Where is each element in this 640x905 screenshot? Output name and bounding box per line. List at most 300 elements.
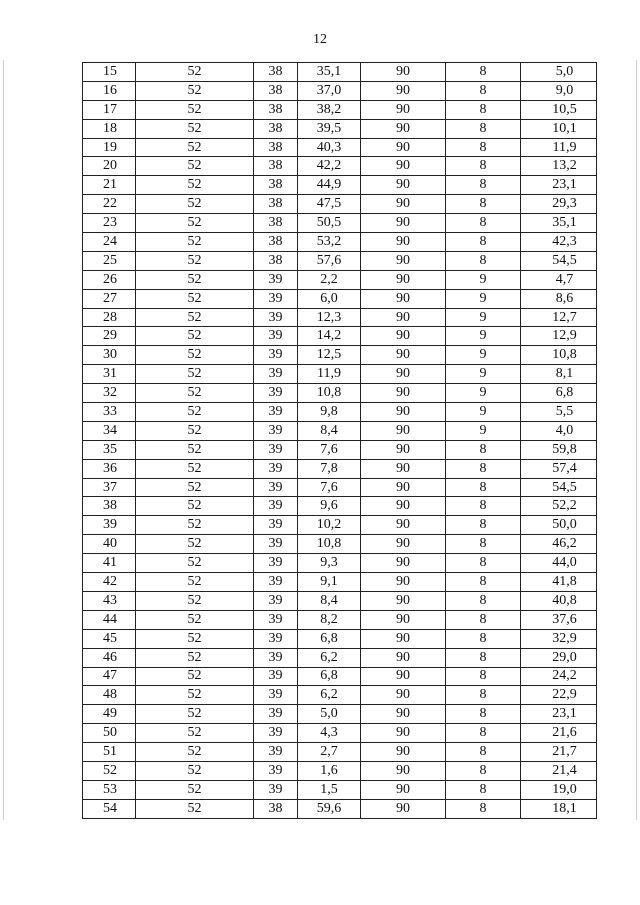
table-cell: 52	[136, 535, 254, 554]
table-cell: 39	[254, 365, 298, 384]
table-cell: 9	[446, 421, 521, 440]
table-cell: 31	[83, 365, 136, 384]
table-cell: 13,2	[521, 157, 597, 176]
table-cell: 43	[83, 591, 136, 610]
table-cell: 40,8	[521, 591, 597, 610]
table-row	[83, 478, 597, 497]
table-cell: 90	[361, 100, 446, 119]
table-cell: 8	[446, 724, 521, 743]
table-cell: 44,9	[298, 176, 361, 195]
table-cell: 90	[361, 327, 446, 346]
table-cell: 90	[361, 119, 446, 138]
table-cell: 54,5	[521, 478, 597, 497]
table-cell: 19,0	[521, 780, 597, 799]
table-cell: 52	[136, 421, 254, 440]
table-row	[83, 195, 597, 214]
table-cell: 33	[83, 403, 136, 422]
table-cell: 54	[83, 799, 136, 818]
table-cell: 47,5	[298, 195, 361, 214]
table-cell: 90	[361, 516, 446, 535]
table-cell: 90	[361, 629, 446, 648]
table-cell: 90	[361, 270, 446, 289]
table-row	[83, 667, 597, 686]
table-cell: 38	[254, 100, 298, 119]
table-cell: 57,4	[521, 459, 597, 478]
table-cell: 38	[254, 799, 298, 818]
table-cell: 20	[83, 157, 136, 176]
table-cell: 8,1	[521, 365, 597, 384]
table-cell: 7,6	[298, 478, 361, 497]
table-cell: 90	[361, 535, 446, 554]
table-cell: 39	[254, 667, 298, 686]
scan-edge-left	[3, 60, 4, 820]
table-cell: 52	[136, 554, 254, 573]
table-cell: 34	[83, 421, 136, 440]
table-cell: 39	[254, 610, 298, 629]
table-cell: 10,8	[298, 384, 361, 403]
table-cell: 53,2	[298, 233, 361, 252]
table-cell: 9,1	[298, 573, 361, 592]
table-cell: 8	[446, 459, 521, 478]
table-row	[83, 403, 597, 422]
table-cell: 23,1	[521, 705, 597, 724]
table-cell: 42	[83, 573, 136, 592]
table-cell: 39	[254, 270, 298, 289]
table-cell: 39	[254, 554, 298, 573]
table-cell: 6,8	[298, 629, 361, 648]
table-cell: 90	[361, 384, 446, 403]
table-row	[83, 308, 597, 327]
table-cell: 8	[446, 686, 521, 705]
table-cell: 52	[136, 157, 254, 176]
table-row	[83, 384, 597, 403]
table-cell: 39	[254, 346, 298, 365]
table-cell: 10,1	[521, 119, 597, 138]
table-cell: 9	[446, 403, 521, 422]
table-cell: 15	[83, 63, 136, 82]
table-row	[83, 629, 597, 648]
table-cell: 52	[136, 761, 254, 780]
table-cell: 8	[446, 157, 521, 176]
table-cell: 38	[254, 214, 298, 233]
table-cell: 38	[254, 176, 298, 195]
table-cell: 41,8	[521, 573, 597, 592]
table-cell: 90	[361, 459, 446, 478]
table-row	[83, 100, 597, 119]
table-cell: 8,4	[298, 421, 361, 440]
table-cell: 39	[254, 535, 298, 554]
table-cell: 52	[136, 365, 254, 384]
table-cell: 90	[361, 667, 446, 686]
table-cell: 9,0	[521, 81, 597, 100]
table-cell: 59,8	[521, 440, 597, 459]
table-row	[83, 81, 597, 100]
table-cell: 29,0	[521, 648, 597, 667]
table-cell: 42,3	[521, 233, 597, 252]
table-cell: 4,7	[521, 270, 597, 289]
table-cell: 57,6	[298, 251, 361, 270]
table-cell: 46,2	[521, 535, 597, 554]
table-cell: 23	[83, 214, 136, 233]
table-cell: 10,8	[521, 346, 597, 365]
table-cell: 52	[136, 648, 254, 667]
table-cell: 11,9	[521, 138, 597, 157]
table-cell: 39	[254, 648, 298, 667]
table-cell: 8	[446, 119, 521, 138]
table-cell: 52	[136, 81, 254, 100]
table-cell: 90	[361, 289, 446, 308]
table-cell: 52	[136, 743, 254, 762]
table-cell: 1,5	[298, 780, 361, 799]
table-row	[83, 591, 597, 610]
table-cell: 90	[361, 214, 446, 233]
table-cell: 44,0	[521, 554, 597, 573]
table-row	[83, 554, 597, 573]
table-cell: 39	[254, 761, 298, 780]
table-cell: 14,2	[298, 327, 361, 346]
table-cell: 8	[446, 554, 521, 573]
table-cell: 8	[446, 573, 521, 592]
table-cell: 90	[361, 233, 446, 252]
data-table	[82, 62, 597, 819]
table-cell: 52	[136, 667, 254, 686]
table-cell: 38	[254, 81, 298, 100]
table-cell: 8,6	[521, 289, 597, 308]
table-cell: 39	[254, 403, 298, 422]
table-cell: 90	[361, 81, 446, 100]
table-cell: 38	[254, 233, 298, 252]
table-cell: 59,6	[298, 799, 361, 818]
table-cell: 5,0	[521, 63, 597, 82]
table-cell: 41	[83, 554, 136, 573]
table-cell: 90	[361, 648, 446, 667]
table-cell: 18	[83, 119, 136, 138]
table-cell: 9,6	[298, 497, 361, 516]
table-cell: 90	[361, 403, 446, 422]
table-cell: 6,8	[521, 384, 597, 403]
table-cell: 2,2	[298, 270, 361, 289]
table-row	[83, 138, 597, 157]
table-cell: 10,8	[298, 535, 361, 554]
table-cell: 8	[446, 251, 521, 270]
table-cell: 42,2	[298, 157, 361, 176]
table-row	[83, 63, 597, 82]
scan-edge-right	[636, 60, 637, 820]
table-cell: 8	[446, 233, 521, 252]
table-cell: 50,5	[298, 214, 361, 233]
table-cell: 52	[136, 176, 254, 195]
table-cell: 90	[361, 591, 446, 610]
table-cell: 8	[446, 214, 521, 233]
table-cell: 39	[254, 743, 298, 762]
table-cell: 39	[254, 516, 298, 535]
table-cell: 32,9	[521, 629, 597, 648]
table-row	[83, 421, 597, 440]
table-cell: 90	[361, 497, 446, 516]
table-cell: 8	[446, 63, 521, 82]
table-cell: 39	[254, 478, 298, 497]
table-cell: 39	[254, 421, 298, 440]
table-row	[83, 724, 597, 743]
table-row	[83, 289, 597, 308]
table-cell: 8	[446, 799, 521, 818]
table-cell: 52	[136, 119, 254, 138]
table-cell: 52	[136, 686, 254, 705]
table-cell: 17	[83, 100, 136, 119]
table-cell: 90	[361, 138, 446, 157]
table-cell: 27	[83, 289, 136, 308]
table-cell: 6,2	[298, 686, 361, 705]
table-cell: 23,1	[521, 176, 597, 195]
table-cell: 90	[361, 761, 446, 780]
table-cell: 52	[136, 799, 254, 818]
table-cell: 10,2	[298, 516, 361, 535]
table-body	[83, 63, 597, 819]
table-cell: 51	[83, 743, 136, 762]
table-cell: 38	[254, 195, 298, 214]
table-cell: 90	[361, 686, 446, 705]
table-cell: 9	[446, 289, 521, 308]
table-row	[83, 535, 597, 554]
page-number: 12	[313, 32, 327, 47]
table-row	[83, 365, 597, 384]
table-cell: 12,3	[298, 308, 361, 327]
table-cell: 90	[361, 157, 446, 176]
table-cell: 8	[446, 478, 521, 497]
table-cell: 30	[83, 346, 136, 365]
table-cell: 52	[136, 573, 254, 592]
table-cell: 37	[83, 478, 136, 497]
table-cell: 52	[136, 138, 254, 157]
table-cell: 48	[83, 686, 136, 705]
table-cell: 38	[254, 251, 298, 270]
table-row	[83, 346, 597, 365]
table-cell: 90	[361, 799, 446, 818]
table-cell: 6,2	[298, 648, 361, 667]
table-cell: 8	[446, 667, 521, 686]
table-cell: 8	[446, 610, 521, 629]
table-cell: 22,9	[521, 686, 597, 705]
table-cell: 52	[136, 289, 254, 308]
table-cell: 35	[83, 440, 136, 459]
table-cell: 45	[83, 629, 136, 648]
table-cell: 44	[83, 610, 136, 629]
table-cell: 52	[83, 761, 136, 780]
table-row	[83, 327, 597, 346]
table-cell: 52	[136, 516, 254, 535]
table-cell: 38	[254, 63, 298, 82]
table-cell: 50,0	[521, 516, 597, 535]
table-row	[83, 214, 597, 233]
table-cell: 90	[361, 478, 446, 497]
table-row	[83, 497, 597, 516]
table-cell: 8	[446, 440, 521, 459]
table-row	[83, 516, 597, 535]
table-cell: 47	[83, 667, 136, 686]
table-cell: 38,2	[298, 100, 361, 119]
table-row	[83, 648, 597, 667]
table-cell: 29,3	[521, 195, 597, 214]
table-cell: 8	[446, 705, 521, 724]
table-cell: 16	[83, 81, 136, 100]
table-cell: 53	[83, 780, 136, 799]
table-cell: 1,6	[298, 761, 361, 780]
table-cell: 39	[254, 384, 298, 403]
table-cell: 4,3	[298, 724, 361, 743]
table-cell: 37,0	[298, 81, 361, 100]
table-cell: 6,8	[298, 667, 361, 686]
table-cell: 39	[254, 686, 298, 705]
table-cell: 8	[446, 138, 521, 157]
table-cell: 52	[136, 440, 254, 459]
table-cell: 46	[83, 648, 136, 667]
table-cell: 8	[446, 516, 521, 535]
table-cell: 11,9	[298, 365, 361, 384]
table-cell: 12,5	[298, 346, 361, 365]
table-cell: 8	[446, 497, 521, 516]
table-row	[83, 157, 597, 176]
table-row	[83, 705, 597, 724]
table-cell: 21,6	[521, 724, 597, 743]
table-cell: 90	[361, 421, 446, 440]
table-cell: 8	[446, 81, 521, 100]
table-cell: 52	[136, 724, 254, 743]
table-cell: 37,6	[521, 610, 597, 629]
table-cell: 52	[136, 780, 254, 799]
table-cell: 90	[361, 573, 446, 592]
table-cell: 9	[446, 270, 521, 289]
table-cell: 24	[83, 233, 136, 252]
table-cell: 90	[361, 176, 446, 195]
table-cell: 35,1	[521, 214, 597, 233]
table-row	[83, 743, 597, 762]
table-cell: 39	[254, 289, 298, 308]
table-cell: 39,5	[298, 119, 361, 138]
table-cell: 39	[254, 573, 298, 592]
table-cell: 12,9	[521, 327, 597, 346]
table-cell: 8	[446, 591, 521, 610]
table-cell: 90	[361, 308, 446, 327]
table-cell: 8	[446, 629, 521, 648]
table-cell: 21,4	[521, 761, 597, 780]
table-cell: 90	[361, 554, 446, 573]
table-cell: 9	[446, 365, 521, 384]
table-cell: 9,8	[298, 403, 361, 422]
table-cell: 52	[136, 308, 254, 327]
table-cell: 2,7	[298, 743, 361, 762]
table-cell: 54,5	[521, 251, 597, 270]
table-cell: 21,7	[521, 743, 597, 762]
table-cell: 22	[83, 195, 136, 214]
table-cell: 52	[136, 478, 254, 497]
table-row	[83, 270, 597, 289]
table-cell: 6,0	[298, 289, 361, 308]
table-cell: 8	[446, 648, 521, 667]
table-cell: 10,5	[521, 100, 597, 119]
table-cell: 32	[83, 384, 136, 403]
table-cell: 90	[361, 440, 446, 459]
table-cell: 25	[83, 251, 136, 270]
table-cell: 49	[83, 705, 136, 724]
table-cell: 90	[361, 780, 446, 799]
table-cell: 52	[136, 270, 254, 289]
table-cell: 21	[83, 176, 136, 195]
table-cell: 38	[254, 119, 298, 138]
table-cell: 38	[254, 157, 298, 176]
table-cell: 50	[83, 724, 136, 743]
table-cell: 8	[446, 761, 521, 780]
table-cell: 38	[83, 497, 136, 516]
table-cell: 52	[136, 705, 254, 724]
table-cell: 39	[254, 308, 298, 327]
table-cell: 12,7	[521, 308, 597, 327]
table-cell: 39	[254, 497, 298, 516]
table-cell: 90	[361, 743, 446, 762]
table-cell: 90	[361, 610, 446, 629]
table-cell: 39	[254, 705, 298, 724]
table-cell: 52	[136, 459, 254, 478]
table-cell: 26	[83, 270, 136, 289]
table-cell: 8	[446, 743, 521, 762]
table-row	[83, 761, 597, 780]
table-cell: 39	[254, 459, 298, 478]
table-cell: 40,3	[298, 138, 361, 157]
table-cell: 90	[361, 251, 446, 270]
table-cell: 52	[136, 610, 254, 629]
table-cell: 39	[254, 724, 298, 743]
table-cell: 39	[254, 591, 298, 610]
table-cell: 4,0	[521, 421, 597, 440]
table-cell: 52	[136, 629, 254, 648]
table-cell: 90	[361, 195, 446, 214]
table-cell: 9	[446, 384, 521, 403]
table-cell: 24,2	[521, 667, 597, 686]
table-cell: 52	[136, 591, 254, 610]
table-cell: 8	[446, 176, 521, 195]
table-cell: 39	[83, 516, 136, 535]
table-cell: 40	[83, 535, 136, 554]
table-cell: 39	[254, 327, 298, 346]
table-row	[83, 440, 597, 459]
table-cell: 90	[361, 705, 446, 724]
table-cell: 8	[446, 195, 521, 214]
table-cell: 19	[83, 138, 136, 157]
table-row	[83, 233, 597, 252]
table-cell: 36	[83, 459, 136, 478]
table-cell: 8	[446, 780, 521, 799]
table-row	[83, 573, 597, 592]
table-row	[83, 610, 597, 629]
table-cell: 8	[446, 535, 521, 554]
table-cell: 7,8	[298, 459, 361, 478]
table-cell: 90	[361, 365, 446, 384]
table-cell: 52	[136, 63, 254, 82]
table-cell: 7,6	[298, 440, 361, 459]
table-cell: 9	[446, 346, 521, 365]
table-cell: 5,5	[521, 403, 597, 422]
table-row	[83, 176, 597, 195]
table-cell: 38	[254, 138, 298, 157]
table-cell: 39	[254, 780, 298, 799]
table-cell: 52	[136, 327, 254, 346]
table-row	[83, 119, 597, 138]
table-cell: 90	[361, 346, 446, 365]
table-cell: 8	[446, 100, 521, 119]
table-cell: 8,4	[298, 591, 361, 610]
table-cell: 52,2	[521, 497, 597, 516]
table-cell: 52	[136, 346, 254, 365]
table-row	[83, 251, 597, 270]
